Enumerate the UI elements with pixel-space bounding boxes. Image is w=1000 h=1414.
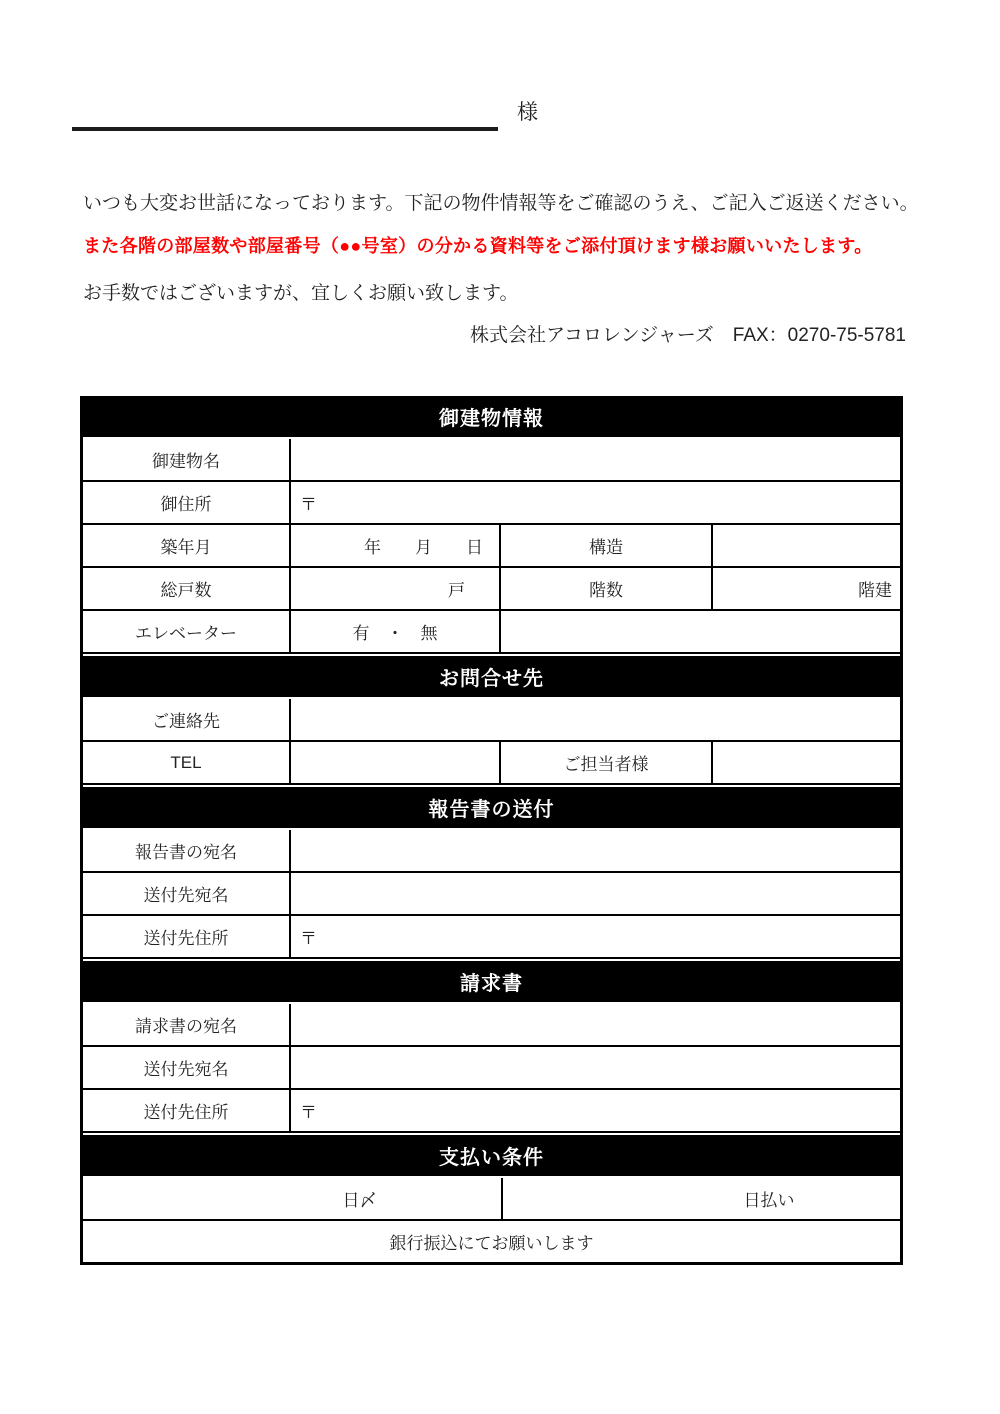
closing-day-cell: 日〆 bbox=[342, 1191, 377, 1210]
report-send-address-fill-cell bbox=[289, 916, 900, 957]
contact-fill-cell bbox=[289, 699, 900, 740]
postal-mark: 〒 bbox=[300, 495, 317, 514]
recipient-name-underline bbox=[72, 127, 498, 131]
building-name-fill-cell bbox=[289, 439, 900, 480]
section-header-contact: お問合せ先 bbox=[83, 654, 900, 699]
section-header-invoice: 請求書 bbox=[83, 959, 900, 1004]
attachment-notice-text: また各階の部屋数や部屋番号（●●号室）の分かる資料等をご添付頂けます様お願いいたします。 bbox=[83, 236, 873, 256]
report-addressee-fill-cell bbox=[289, 830, 900, 871]
report-send-name-label: 送付先宛名 bbox=[143, 886, 229, 905]
row-invoice-send-address bbox=[83, 1090, 900, 1133]
row-units-floors bbox=[83, 568, 900, 611]
greeting-text: いつも大変お世話になっております。下記の物件情報等をご確認のうえ、ご記入ご返送ください。 bbox=[83, 193, 919, 214]
building-address-label: 御住所 bbox=[160, 495, 212, 514]
recipient-honorific: 様 bbox=[517, 101, 538, 124]
structure-label: 構造 bbox=[499, 525, 711, 566]
sender-fax-line: 株式会社アコロレンジャーズ FAX：0270-75-5781 bbox=[470, 325, 906, 346]
floors-label: 階数 bbox=[499, 568, 711, 609]
row-payment-note bbox=[83, 1221, 900, 1262]
invoice-send-name-label: 送付先宛名 bbox=[143, 1060, 229, 1079]
invoice-addressee-fill-cell bbox=[289, 1004, 900, 1045]
postal-mark: 〒 bbox=[300, 929, 317, 948]
row-invoice-addressee bbox=[83, 1004, 900, 1047]
built-date-fill-cell: 年 月 日 bbox=[289, 525, 499, 566]
row-elevator bbox=[83, 611, 900, 654]
closing-text: お手数ではございますが、宜しくお願い致します。 bbox=[83, 283, 519, 304]
row-building-address bbox=[83, 482, 900, 525]
row-report-send-address bbox=[83, 916, 900, 959]
section-header-report-delivery: 報告書の送付 bbox=[83, 785, 900, 830]
elevator-label: エレベーター bbox=[135, 624, 237, 643]
floors-fill-cell: 階建 bbox=[711, 568, 900, 609]
section-header-building-info: 御建物情報 bbox=[83, 396, 900, 439]
bank-transfer-note: 銀行振込にてお願いします bbox=[389, 1234, 594, 1253]
report-send-address-label: 送付先住所 bbox=[143, 929, 229, 948]
postal-mark: 〒 bbox=[300, 1103, 317, 1122]
row-tel-person bbox=[83, 742, 900, 785]
total-units-label: 総戸数 bbox=[160, 581, 212, 600]
section-header-payment-terms: 支払い条件 bbox=[83, 1133, 900, 1178]
report-send-name-fill-cell bbox=[289, 873, 900, 914]
row-report-addressee bbox=[83, 830, 900, 873]
invoice-send-address-label: 送付先住所 bbox=[143, 1103, 229, 1122]
row-invoice-send-name bbox=[83, 1047, 900, 1090]
row-built-date-structure bbox=[83, 525, 900, 568]
row-contact bbox=[83, 699, 900, 742]
invoice-addressee-label: 請求書の宛名 bbox=[135, 1017, 237, 1036]
row-report-send-name bbox=[83, 873, 900, 916]
tel-fill-cell bbox=[289, 742, 499, 783]
row-payment-options bbox=[83, 1178, 900, 1221]
building-address-fill-cell bbox=[289, 482, 900, 523]
total-units-fill-cell: 戸 bbox=[289, 568, 499, 609]
structure-fill-cell bbox=[711, 525, 900, 566]
tel-label: TEL bbox=[170, 752, 202, 772]
contact-label: ご連絡先 bbox=[152, 712, 220, 731]
person-in-charge-fill-cell bbox=[711, 742, 900, 783]
built-date-label: 築年月 bbox=[160, 538, 212, 557]
person-in-charge-label: ご担当者様 bbox=[499, 742, 711, 783]
invoice-send-name-fill-cell bbox=[289, 1047, 900, 1088]
invoice-send-address-fill-cell bbox=[289, 1090, 900, 1131]
building-name-label: 御建物名 bbox=[152, 452, 220, 471]
elevator-extra-cell bbox=[499, 611, 900, 652]
elevator-choice-cell: 有 ・ 無 bbox=[289, 611, 499, 652]
report-addressee-label: 報告書の宛名 bbox=[135, 843, 237, 862]
row-building-name bbox=[83, 439, 900, 482]
property-info-form-table bbox=[80, 396, 903, 1265]
payment-day-cell: 日払い bbox=[501, 1178, 900, 1219]
